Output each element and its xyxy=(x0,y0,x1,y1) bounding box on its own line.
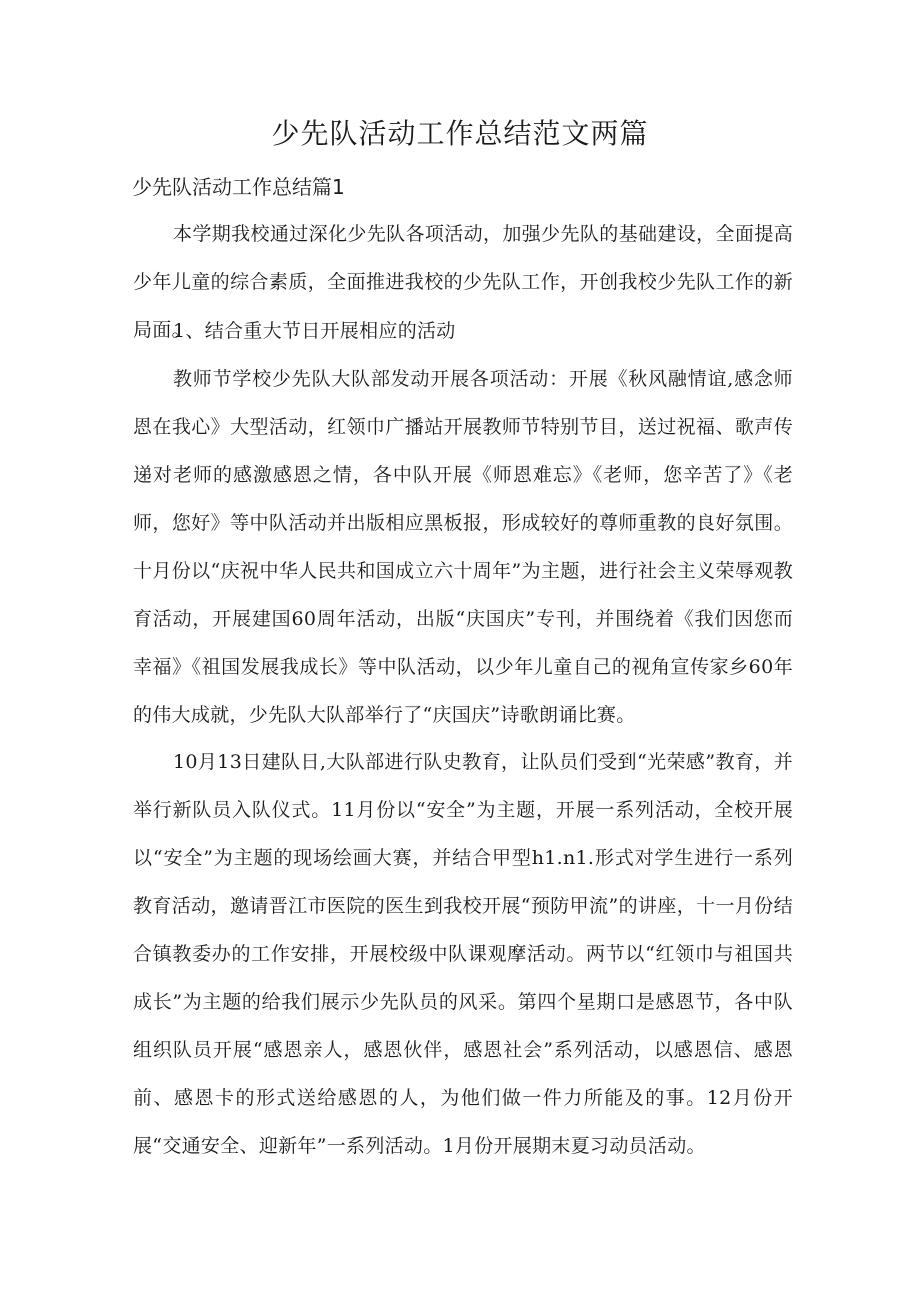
paragraph-intro: 本学期我校通过深化少先队各项活动，加强少先队的基础建设，全面提高少年儿童的综合素质，全面推进我校的少先队工作，开创我校少先队工作的新局面。 xyxy=(133,223,793,341)
section-heading: 少先队活动工作总结篇1 xyxy=(132,175,345,199)
paragraph-subheading: 1、结合重大节日开展相应的活动 xyxy=(173,320,456,342)
document-title: 少先队活动工作总结范文两篇 xyxy=(271,117,649,150)
paragraph-october-activities: 10月13日建队日,大队部进行队史教育，让队员们受到“光荣感”教育，并举行新队员入队仪式。11月份以“安全”为主题，开展一系列活动，全校开展以“安全”为主题的现场绘画大赛，并结合甲型h1.n1.形式对学生进行一系列教育活动，邀请晋江市医院的医生到我校开展“预防甲流”的讲座，十一月份结合镇教委办的工作安排，开展校级中队课观摩活动。两节以“红领巾与祖国共成长”为主题的给我们展示少先队员的风采。第四个星期口是感恩节，各中队组织队员开展“感恩亲人，感恩伙伴，感恩社会”系列活动，以感恩信、感恩前、感恩卡的形式送给感恩的人，为他们做一件力所能及的事。12月份开展“交通安全、迎新年”一系列活动。1月份开展期末夏习动员活动。 xyxy=(133,751,793,1157)
paragraph-teachers-day: 教师节学校少先队大队部发动开展各项活动：开展《秋风融情谊,感念师恩在我心》大型活动，红领巾广播站开展教师节特别节目，送过祝福、歌声传递对老师的感激感恩之情，各中队开展《师恩难忘》《老师，您辛苦了》《老师，您好》等中队活动并出版相应黑板报，形成较好的尊师重教的良好氛围。十月份以“庆祝中华人民共和国成立六十周年”为主题，进行社会主义荣辱观教育活动，开展建国60周年活动，出版“庆国庆”专刊，并围绕着《我们因您而幸福》《祖国发展我成长》等中队活动，以少年儿童自己的视角宣传家乡60年的伟大成就，少先队大队部举行了“庆国庆”诗歌朗诵比赛。 xyxy=(133,368,793,726)
